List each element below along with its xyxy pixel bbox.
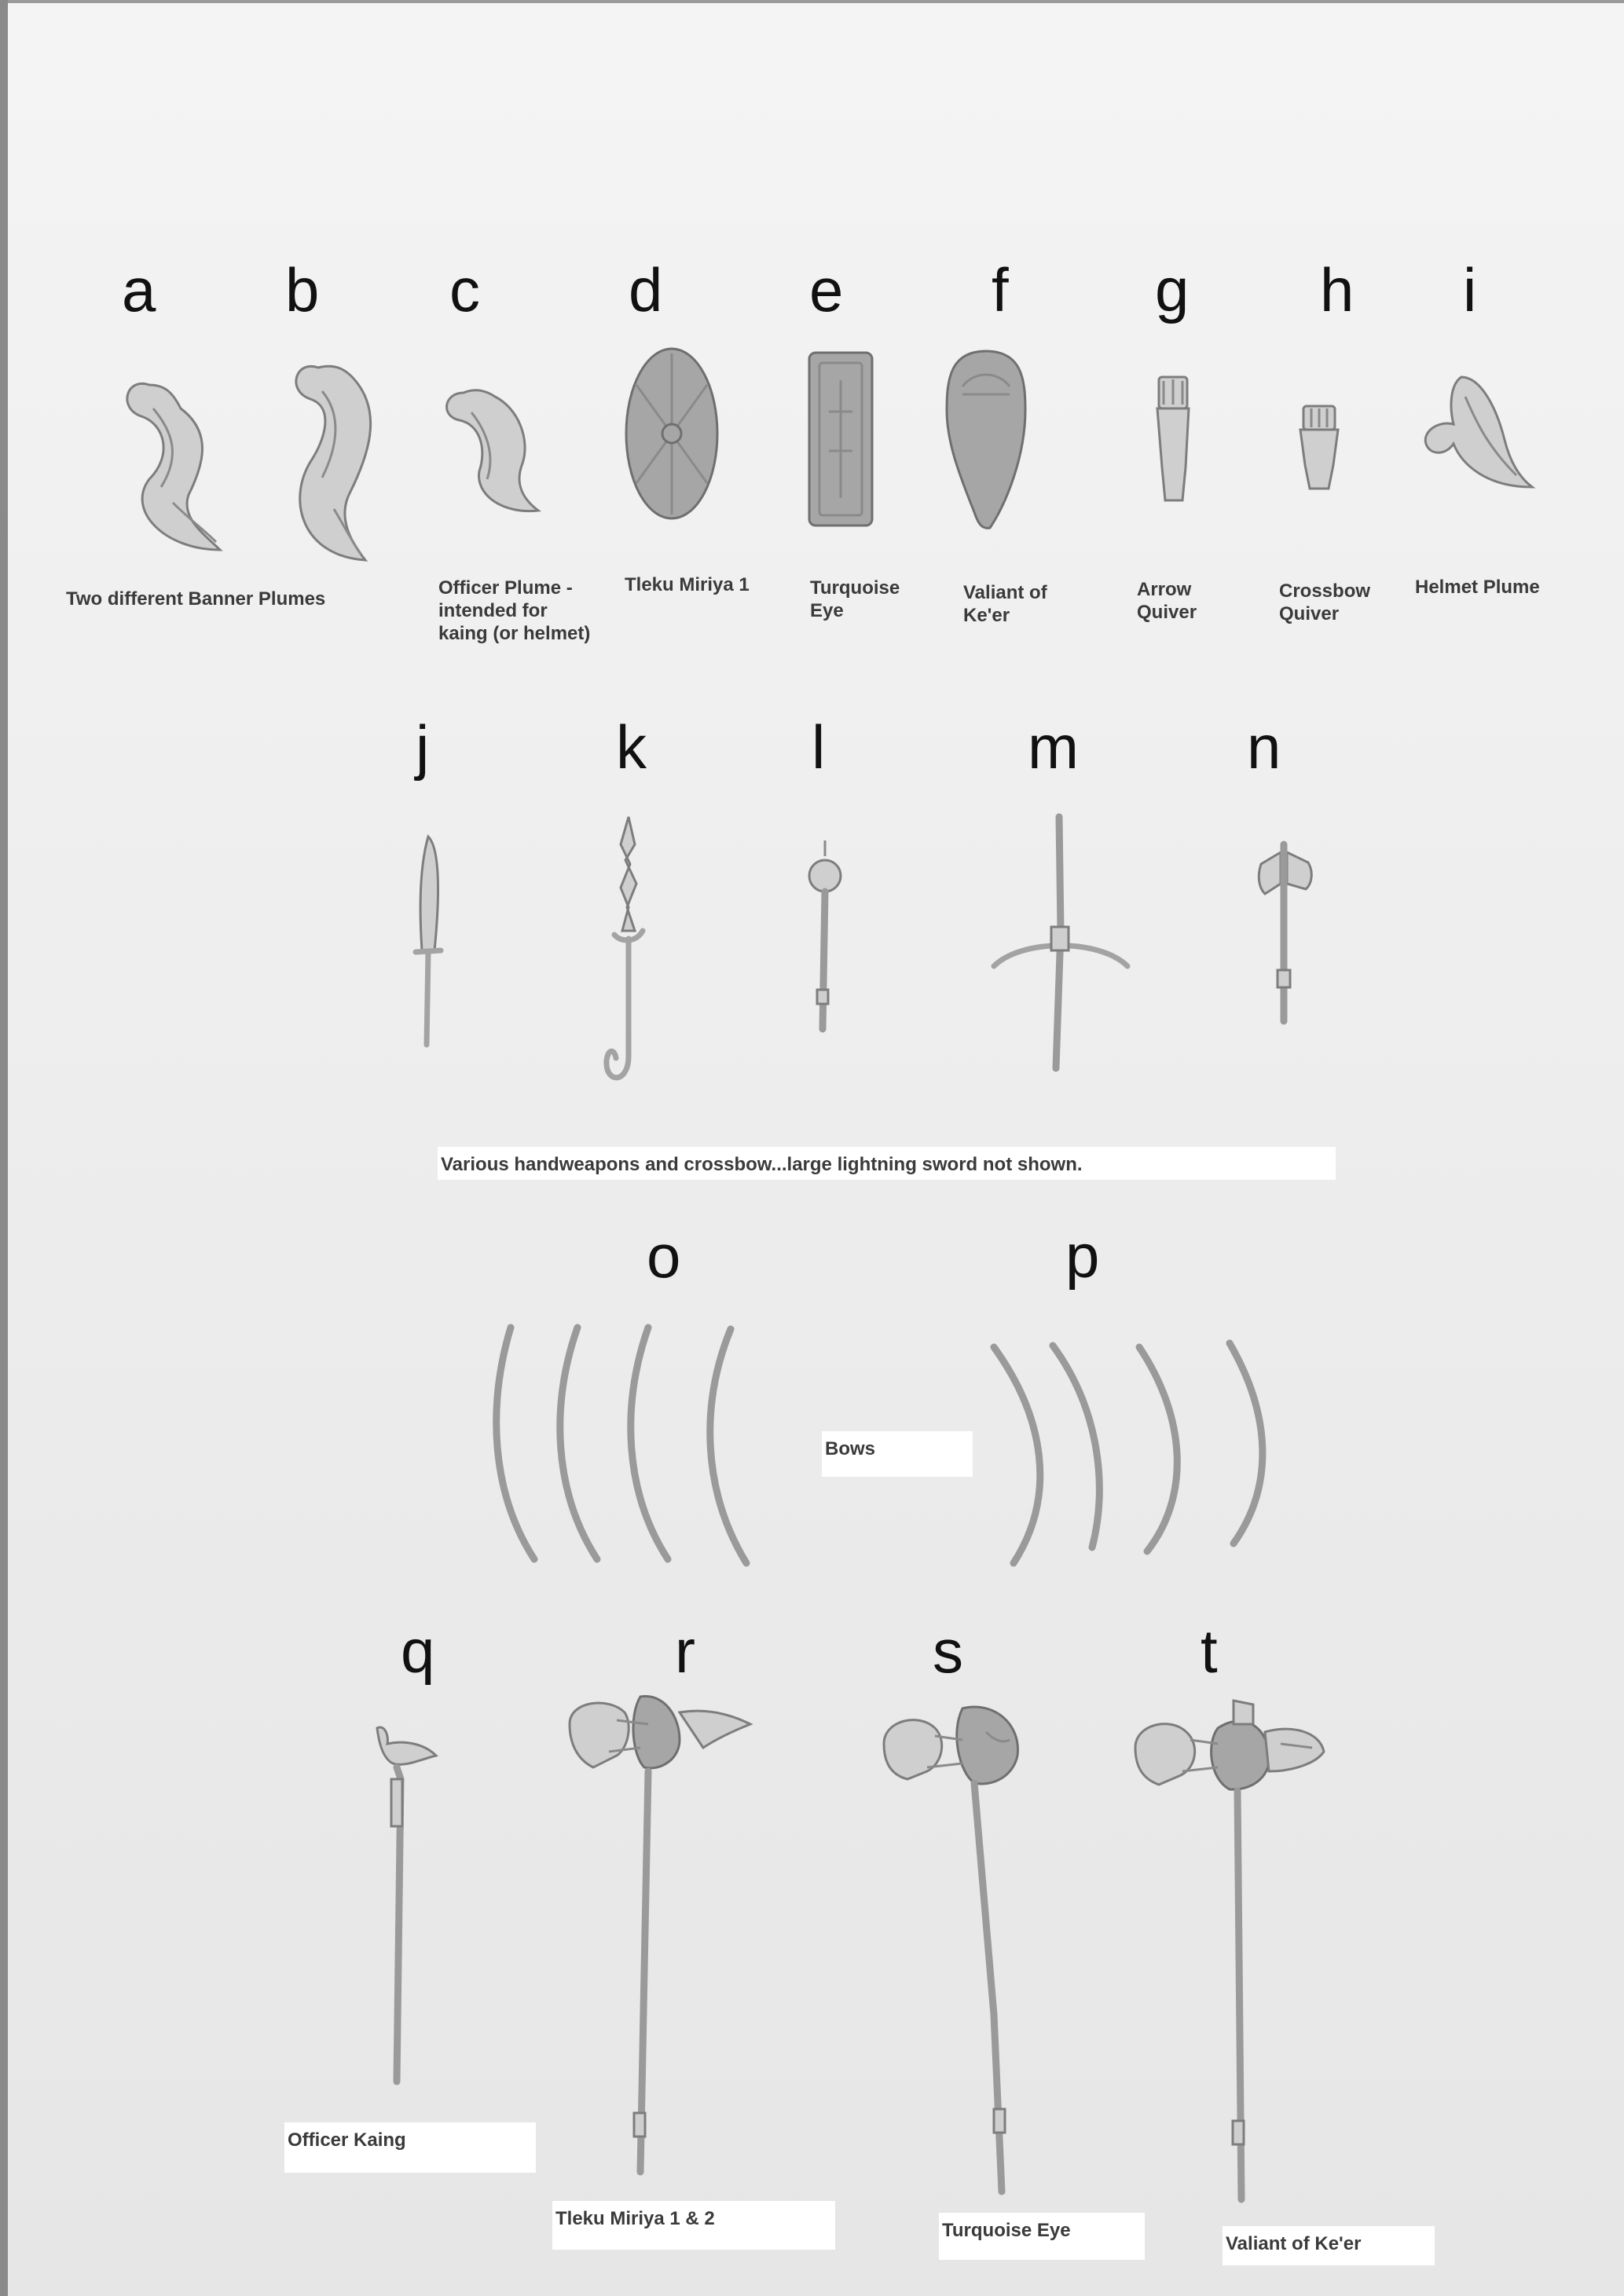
letter-d: d bbox=[629, 255, 663, 324]
letter-f: f bbox=[992, 255, 1009, 324]
letter-s: s bbox=[933, 1617, 963, 1686]
label-banner-plumes: Two different Banner Plumes bbox=[66, 588, 326, 610]
letter-i: i bbox=[1463, 255, 1477, 324]
label-arrow-quiver: Arrow Quiver bbox=[1137, 579, 1197, 623]
plume-icon bbox=[440, 369, 550, 518]
letter-r: r bbox=[675, 1617, 695, 1686]
bows-caption: Bows bbox=[822, 1431, 973, 1477]
officer-kaing-caption: Officer Kaing bbox=[284, 2122, 536, 2173]
label-officer-plume: Officer Plume - intended for kaing (or helmet) bbox=[438, 577, 591, 644]
label-turquoise-shield: Turquoise Eye bbox=[810, 577, 900, 621]
tleku-standard-caption: Tleku Miriya 1 & 2 bbox=[552, 2201, 835, 2250]
letter-b: b bbox=[285, 255, 320, 324]
hooked-blade-icon bbox=[597, 813, 660, 1088]
letter-t: t bbox=[1201, 1617, 1218, 1686]
letter-j: j bbox=[416, 712, 430, 782]
bow-icon bbox=[982, 1339, 1281, 1575]
plume-icon bbox=[279, 352, 397, 564]
letter-q: q bbox=[401, 1617, 435, 1686]
letter-o: o bbox=[647, 1221, 681, 1291]
letter-e: e bbox=[809, 255, 844, 324]
bow-icon bbox=[495, 1320, 794, 1579]
label-tleku-shield: Tleku Miriya 1 bbox=[625, 574, 750, 595]
letter-m: m bbox=[1028, 712, 1079, 782]
plume-icon bbox=[1414, 369, 1540, 495]
shield-icon bbox=[805, 349, 876, 529]
shield-icon bbox=[621, 346, 723, 522]
letter-h: h bbox=[1320, 255, 1355, 324]
letter-n: n bbox=[1247, 712, 1281, 782]
standard-icon bbox=[562, 1689, 754, 2180]
crossbow-icon bbox=[990, 813, 1131, 1072]
letter-a: a bbox=[122, 255, 156, 324]
valiant-standard-caption: Valiant of Ke'er bbox=[1223, 2226, 1435, 2265]
label-valiant-shield: Valiant of Ke'er bbox=[963, 582, 1047, 626]
letter-c: c bbox=[449, 255, 480, 324]
letter-k: k bbox=[616, 712, 647, 782]
standard-icon bbox=[876, 1701, 1057, 2199]
label-crossbow-quiver: Crossbow Quiver bbox=[1279, 580, 1371, 624]
axe-icon bbox=[1249, 840, 1320, 1025]
plume-icon bbox=[118, 361, 244, 558]
label-helmet-plume: Helmet Plume bbox=[1415, 577, 1540, 598]
shield-icon bbox=[943, 347, 1029, 532]
scan-edge-top bbox=[0, 0, 1624, 3]
sword-icon bbox=[405, 833, 452, 1053]
bird-staff-icon bbox=[357, 1720, 444, 2085]
mace-icon bbox=[801, 837, 849, 1037]
handweapons-caption: Various handweapons and crossbow...large lightning sword not shown. bbox=[438, 1147, 1336, 1180]
quiver-icon bbox=[1151, 373, 1198, 507]
letter-p: p bbox=[1065, 1221, 1100, 1291]
quiver-icon bbox=[1292, 402, 1347, 493]
letter-l: l bbox=[812, 712, 826, 782]
letter-g: g bbox=[1155, 255, 1190, 324]
turquoise-standard-caption: Turquoise Eye bbox=[939, 2213, 1145, 2260]
standard-icon bbox=[1127, 1697, 1332, 2211]
scan-edge-left bbox=[0, 0, 8, 2296]
